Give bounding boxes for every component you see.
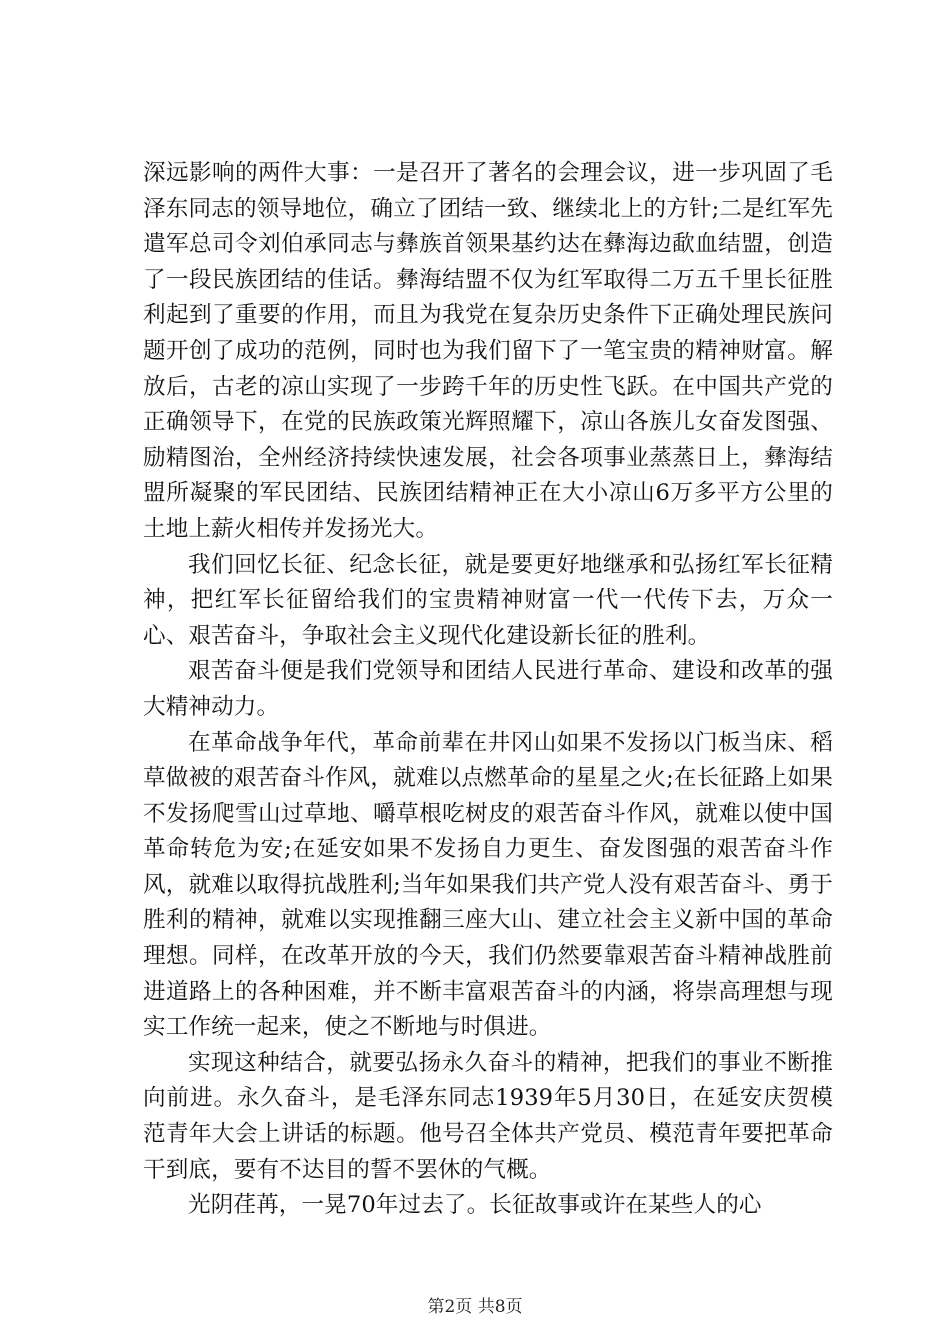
paragraph-5: 实现这种结合，就要弘扬永久奋斗的精神，把我们的事业不断推向前进。永久奋斗，是毛泽东同志1939年5月30日，在延安庆贺模范青年大会上讲话的标题。他号召全体共产党员、模范青年要把革命干到底，要有不达目的誓不罢休的气概。	[143, 1049, 833, 1183]
paragraph-1: 深远影响的两件大事：一是召开了著名的会理会议，进一步巩固了毛泽东同志的领导地位，确立了团结一致、继续北上的方针;二是红军先遣军总司令刘伯承同志与彝族首领果基约达在彝海边歃血结盟，创造了一段民族团结的佳话。彝海结盟不仅为红军取得二万五千里长征胜利起到了重要的作用，而且为我党在复杂历史条件下正确处理民族问题开创了成功的范例，同时也为我们留下了一笔宝贵的精神财富。解放后，古老的凉山实现了一步跨千年的历史性飞跃。在中国共产党的正确领导下，在党的民族政策光辉照耀下，凉山各族儿女奋发图强、励精图治，全州经济持续快速发展，社会各项事业蒸蒸日上，彝海结盟所凝聚的军民团结、民族团结精神正在大小凉山6万多平方公里的土地上薪火相传并发扬光大。	[143, 160, 833, 542]
paragraph-3: 艰苦奋斗便是我们党领导和团结人民进行革命、建设和改革的强大精神动力。	[143, 658, 833, 720]
paragraph-6: 光阴荏苒，一晃70年过去了。长征故事或许在某些人的心	[188, 1192, 762, 1219]
paragraph-4: 在革命战争年代，革命前辈在井冈山如果不发扬以门板当床、稻草做被的艰苦奋斗作风，就难以点燃革命的星星之火;在长征路上如果不发扬爬雪山过草地、嚼草根吃树皮的艰苦奋斗作风，就难以使中国革命转危为安;在延安如果不发扬自力更生、奋发图强的艰苦奋斗作风，就难以取得抗战胜利;当年如果我们共产党人没有艰苦奋斗、勇于胜利的精神，就难以实现推翻三座大山、建立社会主义新中国的革命理想。同样，在改革开放的今天，我们仍然要靠艰苦奋斗精神战胜前进道路上的各种困难，并不断丰富艰苦奋斗的内涵，将崇高理想与现实工作统一起来，使之不断地与时俱进。	[143, 729, 833, 1041]
document-body	[143, 156, 833, 1224]
page-number-footer: 第2页 共8页	[427, 1297, 523, 1317]
paragraph-2: 我们回忆长征、纪念长征，就是要更好地继承和弘扬红军长征精神，把红军长征留给我们的宝贵精神财富一代一代传下去，万众一心、艰苦奋斗，争取社会主义现代化建设新长征的胜利。	[143, 551, 833, 649]
